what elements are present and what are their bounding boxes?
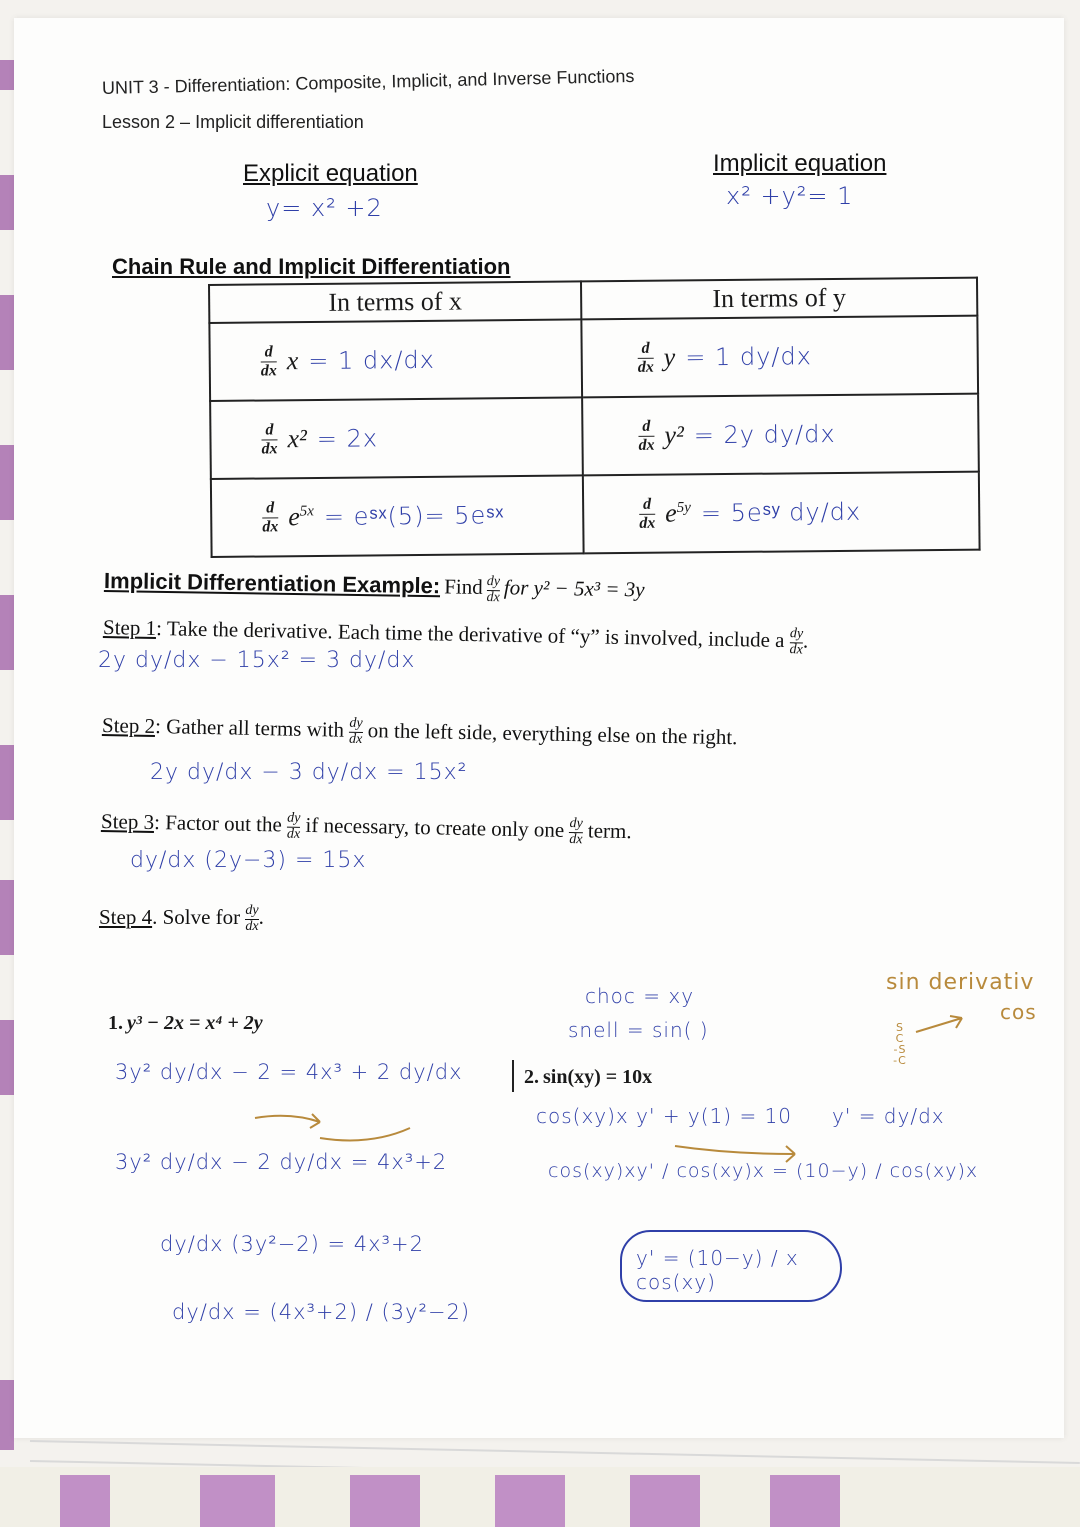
- column-header-x: In terms of x: [209, 281, 581, 323]
- explicit-equation-heading: Explicit equation: [243, 160, 418, 187]
- step-3-work: dy/dx (2y−3) = 15x: [130, 848, 367, 873]
- problem-2-answer: y' = (10−y) / x cos(xy): [636, 1246, 799, 1294]
- problem-2-work-line: cos(xy)xy' / cos(xy)x = (10−y) / cos(xy)x: [548, 1160, 979, 1182]
- table-cell: $\frac{d}{dx}$ y = 1 dy/dx: [581, 316, 978, 398]
- problem-1-work-line: dy/dx (3y²−2) = 4x³+2: [160, 1232, 424, 1256]
- margin-note-title: sin derivativ: [886, 970, 1035, 995]
- table-cell: $\frac{d}{dx}$ x = 1 dx/dx: [209, 319, 582, 401]
- problem-1-work-line: 3y² dy/dx − 2 = 4x³ + 2 dy/dx: [115, 1060, 463, 1084]
- left-border-stripe: [0, 60, 14, 1450]
- substitution-note: snell = sin( ): [568, 1018, 709, 1042]
- problem-2-equation: sin(xy) = 10x: [543, 1066, 653, 1088]
- d-dx-operator: $\frac{d}{dx}$: [261, 421, 278, 457]
- step-1: Step 1: Take the derivative. Each time the derivative of “y” is involved, include a $\frac{dy}{dx}$ .: [102, 615, 809, 658]
- swap-arrow-icon: [250, 1110, 420, 1150]
- problem-1: 1. y³ − 2x = x⁴ + 2y: [108, 1012, 263, 1034]
- implicit-equation-value: x² +y²= 1: [726, 182, 854, 210]
- problem-2-work-line: cos(xy)x y' + y(1) = 10: [536, 1104, 793, 1128]
- derivative-notation-note: y' = dy/dx: [832, 1104, 945, 1128]
- cell-answer: = 5eˢʸ dy/dx: [700, 497, 862, 527]
- lesson-title: Lesson 2 – Implicit differentiation: [102, 112, 364, 132]
- explicit-equation-value: y= x² +2: [266, 194, 383, 222]
- table-cell: $\frac{d}{dx}$ $e^{5y}$ = 5eˢʸ dy/dx: [583, 472, 980, 554]
- problem-2: 2. sin(xy) = 10x: [524, 1066, 653, 1088]
- dy-dx-fraction: $\frac{dy}{dx}$: [486, 574, 501, 606]
- cell-answer: = 1 dx/dx: [308, 345, 436, 376]
- table-cell: $\frac{d}{dx}$ $e^{5x}$ = eˢˣ(5)= 5eˢˣ: [211, 475, 584, 557]
- substitution-note: choc = xy: [585, 984, 695, 1008]
- unit-title: UNIT 3 - Differentiation: Composite, Implicit, and Inverse Functions: [101, 65, 635, 98]
- cell-answer: = 2y dy/dx: [693, 419, 836, 450]
- table-row: [210, 394, 979, 479]
- problem-1-answer: dy/dx = (4x³+2) / (3y²−2): [172, 1300, 471, 1324]
- d-dx-operator: $\frac{d}{dx}$: [260, 343, 277, 379]
- table-row: [209, 316, 978, 401]
- step-2-work: 2y dy/dx − 3 dy/dx = 15x²: [150, 760, 468, 785]
- step-4: Step 4. Solve for $\frac{dy}{dx}$ .: [99, 903, 264, 934]
- table-cell: $\frac{d}{dx}$ y² = 2y dy/dx: [582, 394, 979, 476]
- cell-answer: = 2x: [316, 424, 379, 453]
- chain-rule-table: [208, 277, 981, 558]
- chain-rule-heading: Chain Rule and Implicit Differentiation: [112, 254, 511, 279]
- problem-1-work-line: 3y² dy/dx − 2 dy/dx = 4x³+2: [115, 1150, 448, 1174]
- bottom-border-stripe: [0, 1467, 1080, 1527]
- margin-note-sub: cos: [1000, 1000, 1037, 1024]
- example-heading: Implicit Differentiation Example:: [103, 568, 441, 599]
- example-heading-line: Implicit Differentiation Example: Find $\frac{dy}{dx}$ for y² − 5x³ = 3y: [103, 568, 645, 606]
- d-dx-operator: $\frac{d}{dx}$: [638, 417, 655, 454]
- example-equation: for y² − 5x³ = 3y: [503, 575, 645, 602]
- derivative-cycle: S C -S -C: [893, 1021, 907, 1067]
- cell-answer: = 1 dy/dx: [685, 342, 813, 372]
- d-dx-operator: $\frac{d}{dx}$: [637, 339, 654, 376]
- arrow-icon: [912, 1008, 972, 1038]
- implicit-equation-heading: Implicit equation: [713, 150, 887, 177]
- d-dx-operator: $\frac{d}{dx}$: [262, 499, 279, 535]
- table-cell: $\frac{d}{dx}$ x² = 2x: [210, 397, 583, 479]
- step-1-work: 2y dy/dx − 15x² = 3 dy/dx: [98, 648, 416, 673]
- margin-rule: [512, 1060, 514, 1092]
- d-dx-operator: $\frac{d}{dx}$: [639, 495, 656, 532]
- step-2: Step 2: Gather all terms with $\frac{dy}{dx}$ on the left side, everything else on the right.: [101, 713, 738, 750]
- step-3: Step 3: Factor out the $\frac{dy}{dx}$ if necessary, to create only one $\frac{dy}{dx}$ term.: [100, 809, 632, 847]
- table-row: [211, 472, 980, 557]
- problem-1-equation: y³ − 2x = x⁴ + 2y: [127, 1012, 263, 1034]
- cell-answer: = eˢˣ(5)= 5eˢˣ: [323, 500, 505, 531]
- column-header-y: In terms of y: [581, 278, 977, 320]
- page-edge-line: [30, 1440, 1080, 1464]
